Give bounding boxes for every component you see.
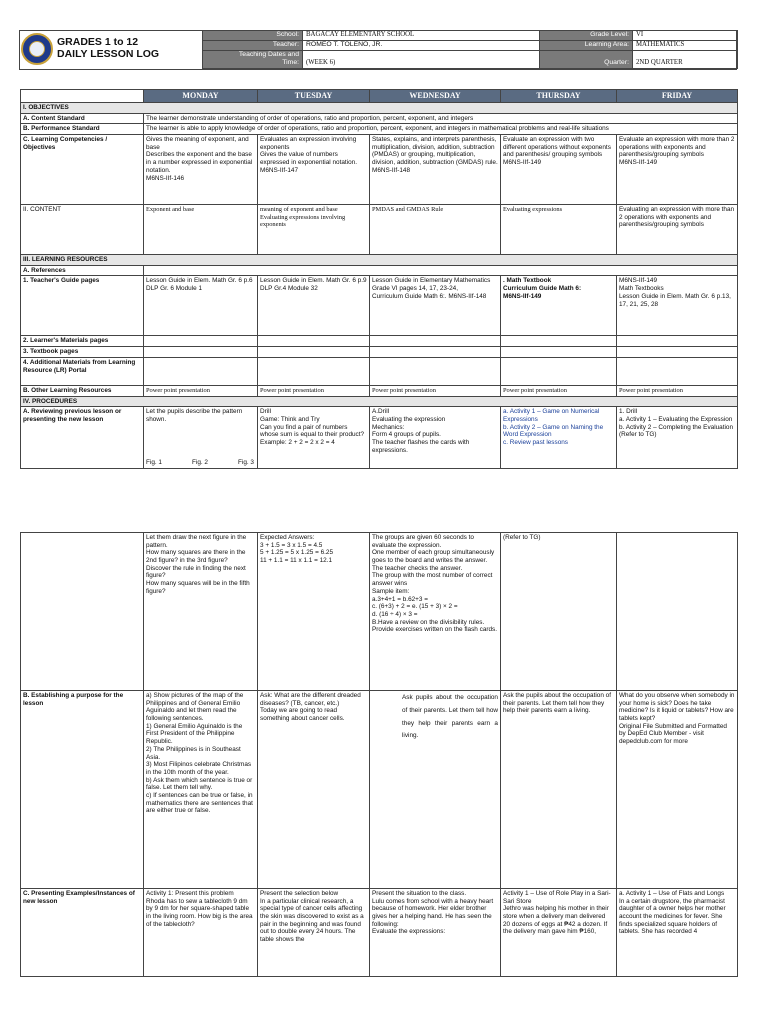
- content-thursday-text: Evaluating expressions: [503, 206, 563, 214]
- present-wednesday: [370, 889, 501, 977]
- competency-monday: [144, 135, 258, 205]
- day-monday: MONDAY: [144, 90, 258, 103]
- content-standard-label: A. Content Standard: [21, 113, 144, 124]
- performance-standard-label: B. Performance Standard: [21, 124, 144, 135]
- present-thursday-text: Activity 1 – Use of Role Play in a Sari-Sari Store Jethro was helping his mother in their store when a delivery man delivered 20 dozens of eggs at ₱42 a dozen. If the delivery man gave him ₱160,: [503, 890, 611, 936]
- competency-friday-text: Evaluate an expression with more than 2 operations with exponents and parenthesis/grouping symbols M6NS-IIf-149: [619, 136, 735, 167]
- present-wednesday-text: Present the situation to the class. Lulu comes from school with a heavy heart because of homework. Her elder brother gives her a helping hand. He has seen the following: Evaluate the expressions:: [372, 890, 494, 936]
- purpose-tuesday: [258, 691, 370, 889]
- dates-label: [203, 50, 303, 68]
- empty-header-cell: [21, 90, 144, 103]
- review-monday-text: Let the pupils describe the pattern shown.: [146, 408, 243, 423]
- reviewing-label: A. Reviewing previous lesson or presenting the new lesson: [21, 407, 144, 469]
- learners-materials-label: 2. Learner's Materials pages: [21, 336, 144, 347]
- content-thursday: [501, 205, 617, 255]
- tb-tuesday: [258, 347, 370, 358]
- teacher-value: ROMEO T. TOLENO, JR.: [303, 40, 540, 50]
- lm-monday: [144, 336, 258, 347]
- fig-2-label: Fig. 2: [192, 458, 208, 466]
- content-wednesday: [370, 205, 501, 255]
- am-friday: [617, 357, 738, 385]
- content-wednesday-text: PMDAS and GMDAS Rule: [372, 206, 444, 214]
- review-tuesday: [258, 407, 370, 469]
- review-cont-thursday-text: (Refer to TG): [503, 534, 541, 541]
- present-friday: [617, 889, 738, 977]
- review-cont-wednesday: [370, 533, 501, 691]
- tg-thursday-text: . Math Textbook Curriculum Guide Math 6: M6NS-IIf-149: [503, 277, 582, 300]
- other-tuesday: Power point presentation: [258, 385, 370, 396]
- purpose-wednesday-text: Ask pupils about the occupation of their parents. Let them tell how they help their parents earn a living.: [402, 694, 498, 740]
- am-tuesday: [258, 357, 370, 385]
- am-wednesday: [370, 357, 501, 385]
- present-tuesday-text: Present the selection below In a particular clinical research, a special type of cancer cells affecting the skin was discovered to exist as a pair in the beginning and was found out to double every 24 hours. The table shows the: [260, 890, 364, 944]
- content-friday: [617, 205, 738, 255]
- lm-friday: [617, 336, 738, 347]
- review-cont-monday: [144, 533, 258, 691]
- review-monday: [144, 407, 258, 469]
- grade-value: VI: [633, 31, 738, 41]
- tg-friday-text: M6NS-IIf-149 Math Textbooks Lesson Guide in Elem. Math Gr. 6 p.13, 17, 21, 25, 28: [619, 277, 731, 308]
- content-tuesday-text: meaning of exponent and base Evaluating expressions involving exponents: [260, 206, 346, 229]
- lm-wednesday: [370, 336, 501, 347]
- references-label: A. References: [21, 265, 144, 276]
- other-thursday: Power point presentation: [501, 385, 617, 396]
- purpose-tuesday-text: Ask: What are the different dreaded diseases? (TB, cancer, etc.) Today we are going to read something about cancer cells.: [260, 692, 361, 723]
- day-wednesday: WEDNESDAY: [370, 90, 501, 103]
- content-tuesday: [258, 205, 370, 255]
- review-cont-thursday: [501, 533, 617, 691]
- dates-label-2: Time:: [282, 59, 299, 67]
- other-resources-label: B. Other Learning Resources: [21, 385, 144, 396]
- title-line-1: GRADES 1 to 12: [57, 36, 139, 48]
- review-friday: [617, 407, 738, 469]
- other-friday: Power point presentation: [617, 385, 738, 396]
- review-cont-tuesday-text: Expected Answers: 3 + 1.5 = 3 x 1.5 = 4.5 5 + 1.25 = 5 x 1.25 = 6.25 11 + 1.1 = 11 x 1.1 = 12.1: [260, 534, 334, 565]
- school-value: BAGACAY ELEMENTARY SCHOOL: [303, 31, 540, 41]
- purpose-monday: [144, 691, 258, 889]
- presenting-label: C. Presenting Examples/Instances of new lesson: [21, 889, 144, 977]
- tb-friday: [617, 347, 738, 358]
- review-friday-text: 1. Drill a. Activity 1 – Evaluating the Expression b. Activity 2 – Completing the Evaluation (Refer to TG): [619, 408, 734, 439]
- grade-label: Grade Level:: [540, 31, 633, 41]
- review-cont-tuesday: [258, 533, 370, 691]
- present-thursday: [501, 889, 617, 977]
- day-header-row: [21, 90, 738, 103]
- present-monday-text: Activity 1: Present this problem Rhoda has to sew a tablecloth 9 dm by 9 dm for her square-shaped table in the living room. How big is the area of the tablecloth?: [146, 890, 253, 928]
- tg-tuesday: [258, 276, 370, 336]
- competency-tuesday-text: Evaluates an expression involving exponents Gives the value of numbers expressed in exponential notation. M6NS-IIf-147: [260, 136, 357, 174]
- review-wednesday: [370, 407, 501, 469]
- competency-thursday-text: Evaluate an expression with two different operations without exponents and parenthesis/ grouping symbols M6NS-IIf-149: [503, 136, 611, 167]
- day-friday: FRIDAY: [617, 90, 738, 103]
- header-meta-table: [202, 30, 738, 69]
- competency-thursday: [501, 135, 617, 205]
- figure-labels: [146, 459, 254, 467]
- fig-1-label: Fig. 1: [146, 458, 162, 466]
- textbook-pages-label: 3. Textbook pages: [21, 347, 144, 358]
- tb-wednesday: [370, 347, 501, 358]
- content-friday-text: Evaluating an expression with more than 2 operations with exponents and parenthesis/grouping symbols: [619, 206, 735, 229]
- tg-wednesday-text: Lesson Guide in Elementary Mathematics Grade VI pages 14, 17, 23-24, Curriculum Guide Math 6:. M6NS-IIf-148: [372, 277, 491, 300]
- review-cont-label-empty: [21, 533, 144, 691]
- review-cont-monday-text: Let them draw the next figure in the pattern. How many squares are there in the 2nd figure? in the 3rd figure? Discover the rule in finding the next figure? How many squares will be in the fifth figure?: [146, 534, 250, 595]
- purpose-thursday: [501, 691, 617, 889]
- review-tuesday-text: Drill Game: Think and Try Can you find a pair of numbers whose sum is equal to their product? Example: 2 + 2 = 2 x 2 = 4: [260, 408, 365, 446]
- area-value: MATHEMATICS: [633, 40, 738, 50]
- purpose-thursday-text: Ask the pupils about the occupation of their parents. Let them tell how they help their parents earn a living.: [503, 692, 612, 715]
- purpose-friday: [617, 691, 738, 889]
- procedures-heading: IV. PROCEDURES: [21, 396, 738, 407]
- objectives-heading: I. OBJECTIVES: [21, 103, 738, 114]
- content-monday: [144, 205, 258, 255]
- review-thursday-text: a. Activity 1 – Game on Numerical Expressions b. Activity 2 – Game on Naming the Word Expression c. Review past lessons: [503, 408, 604, 446]
- quarter-value: 2ND QUARTER: [633, 50, 738, 68]
- school-label: School:: [203, 31, 303, 41]
- quarter-label: Quarter:: [540, 50, 633, 68]
- teachers-guide-label: 1. Teacher's Guide pages: [21, 276, 144, 336]
- dates-value: (WEEK 6): [303, 50, 540, 68]
- fig-3-label: Fig. 3: [238, 458, 254, 466]
- am-thursday: [501, 357, 617, 385]
- title-line-2: DAILY LESSON LOG: [57, 48, 160, 60]
- lm-thursday: [501, 336, 617, 347]
- present-monday: [144, 889, 258, 977]
- present-friday-text: a. Activity 1 – Use of Flats and Longs In a certain drugstore, the pharmacist daughter of a owner helps her mother account the medicines for fever. She finds specialized square holders of tablets. She has recorded 4: [619, 890, 726, 936]
- performance-standard-text: The learner is able to apply knowledge of order of operations, ratio and proportion, percent, exponent, and integers in mathematical problems and real-life situations: [144, 124, 738, 135]
- present-tuesday: [258, 889, 370, 977]
- review-thursday: [501, 407, 617, 469]
- lm-tuesday: [258, 336, 370, 347]
- dates-label-1: Teaching Dates and: [238, 51, 299, 59]
- other-wednesday: Power point presentation: [370, 385, 501, 396]
- content-label: II. CONTENT: [21, 205, 144, 255]
- tg-wednesday: [370, 276, 501, 336]
- competency-wednesday-text: States, explains, and interprets parenthesis, multiplication, division, addition, subtraction (PMDAS) or grouping, multiplication, division, addition, subtraction (GMDAS) rule. M6NS-IIf-148: [372, 136, 498, 174]
- day-tuesday: TUESDAY: [258, 90, 370, 103]
- purpose-monday-text: a) Show pictures of the map of the Philippines and of General Emilio Aguinaldo and let them read the following sentences. 1) General Emilio Aguinaldo is the First President of the Philippine Republic. 2) The Philippines is in Southeast Asia. 3) Most Filipinos celebrate Christmas in the 10th month of the year. b) Ask them which sentence is true or false. Let them tell why. c) If sentences can be true or false, in mathematics there are sentences that are either true or false.: [146, 692, 253, 815]
- am-monday: [144, 357, 258, 385]
- review-cont-wednesday-text: The groups are given 60 seconds to evaluate the expression. One member of each group simultaneously goes to the board and writes the answer. The teacher checks the answer. The group with the most number of correct answer wins Sample item: a.3+4+1 = b.62+3 = c. (6+3) + 2 = e. (15 + 3) × 2 = d. (16 ÷ 4) × 3 = B.Have a review on the divisibility rules. Provide exercises written on the flash cards.: [372, 534, 498, 634]
- references-empty: [144, 265, 738, 276]
- tb-thursday: [501, 347, 617, 358]
- tb-monday: [144, 347, 258, 358]
- day-thursday: THURSDAY: [501, 90, 617, 103]
- purpose-wednesday: [370, 691, 501, 889]
- tg-monday: [144, 276, 258, 336]
- competency-wednesday: [370, 135, 501, 205]
- resources-heading: III. LEARNING RESOURCES: [21, 255, 738, 266]
- lesson-log-table-page-2: [20, 532, 738, 977]
- review-cont-friday: [617, 533, 738, 691]
- teacher-label: Teacher:: [203, 40, 303, 50]
- competency-friday: [617, 135, 738, 205]
- purpose-friday-text: What do you observe when somebody in your home is sick? Does he take medicine? Is it liquid or tablets? How are tablets kept? Original File Submitted and Formatted by DepEd Club Member - visit depedclub.com for more: [619, 692, 735, 746]
- content-monday-text: Exponent and base: [146, 206, 195, 214]
- lesson-log-table-page-1: [20, 89, 738, 469]
- content-standard-text: The learner demonstrate understanding of order of operations, ratio and proportion, percent, exponent, and integers: [144, 113, 738, 124]
- other-monday: Power point presentation: [144, 385, 258, 396]
- competencies-label: C. Learning Competencies / Objectives: [21, 135, 144, 205]
- competency-monday-text: Gives the meaning of exponent, and base Describes the exponent and the base in a number expressed in exponential notation. M6NS-IIf-146: [146, 136, 253, 182]
- competency-tuesday: [258, 135, 370, 205]
- tg-thursday: [501, 276, 617, 336]
- area-label: Learning Area:: [540, 40, 633, 50]
- tg-friday: [617, 276, 738, 336]
- tg-tuesday-text: Lesson Guide in Elem. Math Gr. 6 p.9 DLP Gr.4 Module 32: [260, 277, 367, 293]
- additional-materials-label: 4. Additional Materials from Learning Resource (LR) Portal: [21, 357, 144, 385]
- tg-monday-text: Lesson Guide in Elem. Math Gr. 6 p.6 DLP Gr. 6 Module 1: [146, 277, 253, 293]
- review-wednesday-text: A.Drill Evaluating the expression Mechanics: Form 4 groups of pupils. The teacher flashes the cards with expressions.: [372, 408, 470, 454]
- purpose-label: B. Establishing a purpose for the lesson: [21, 691, 144, 889]
